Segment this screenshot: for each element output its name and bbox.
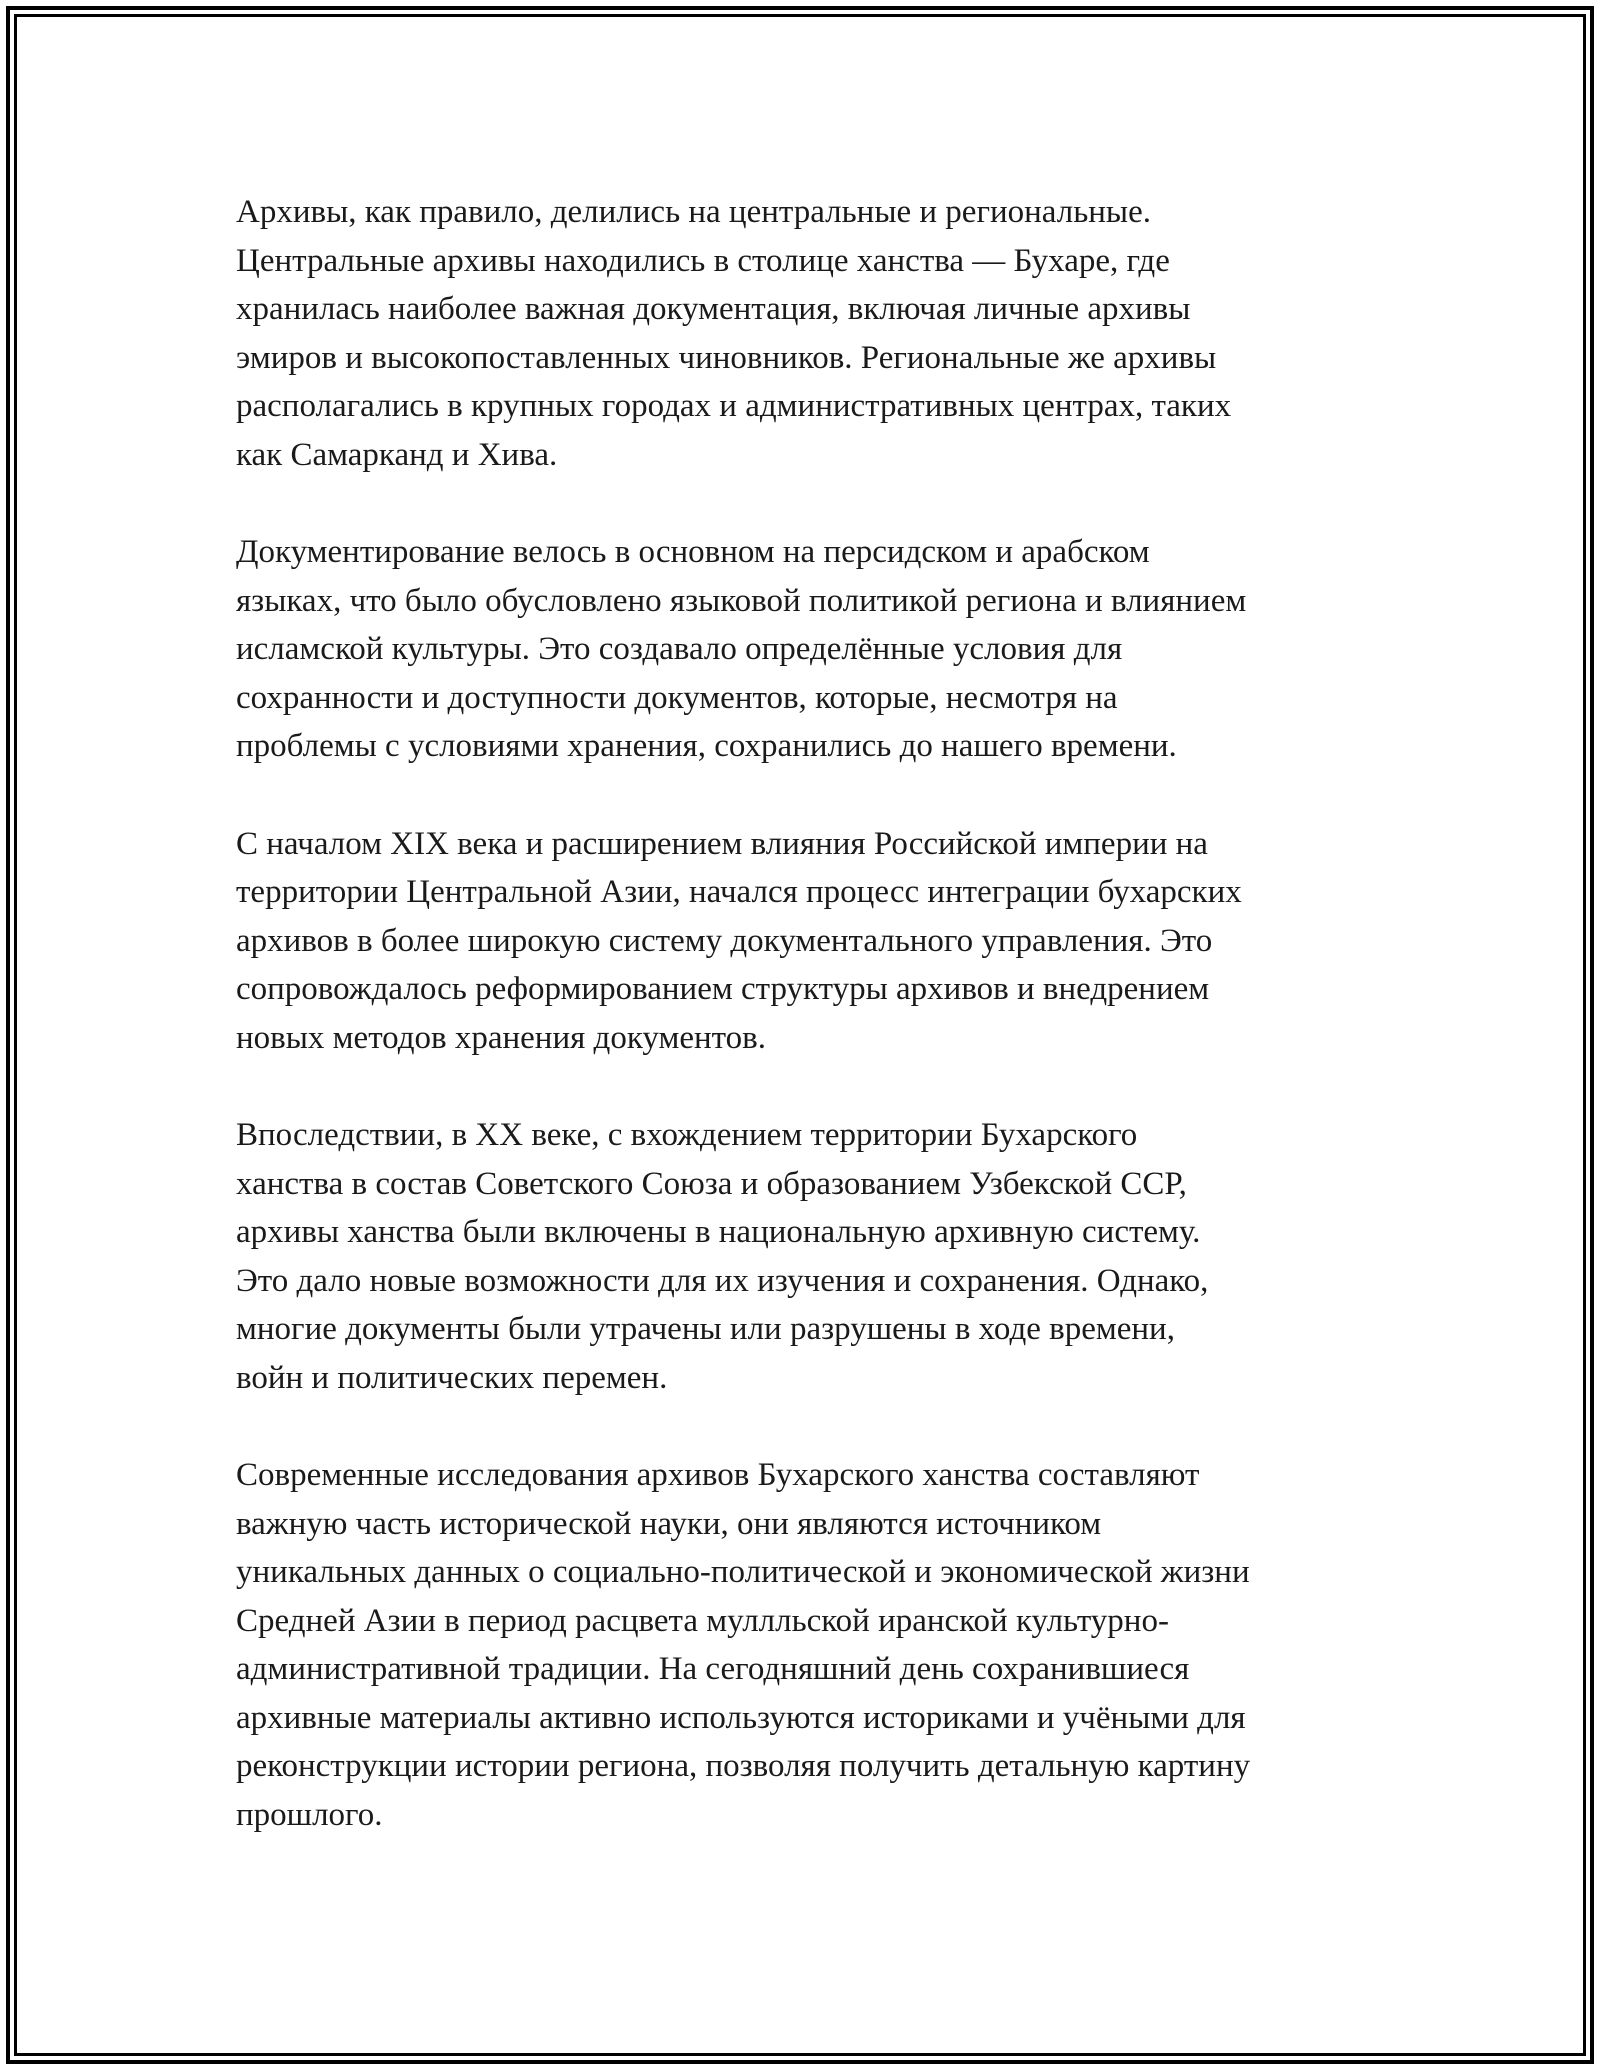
paragraph-1: Архивы, как правило, делились на центральные и региональные. Центральные архивы находились в столице ханства — Бухаре, где хранилась наиболее важная документация, включая личные архивы эмиров и высокопоставленных чиновников. Региональные же архивы располагались в крупных городах и административных центрах, таких как Самарканд и Хива. xyxy=(236,194,1232,473)
paragraph-2: Документирование велось в основном на персидском и арабском языках, что было обусловлено языковой политикой региона и влиянием исламской культуры. Это создавало определённые условия для сохранности и доступности документов, которые, несмотря на проблемы с условиями хранения, сохранились до нашего времени. xyxy=(236,534,1247,764)
paragraph-4: Впоследствии, в XX веке, с вхождением территории Бухарского ханства в состав Советского Союза и образованием Узбекской ССР, архивы ханства были включены в национальную архивную систему. Это дало новые возможности для их изучения и сохранения. Однако, многие документы были утрачены или разрушены в ходе времени, войн и политических перемен. xyxy=(236,1117,1209,1396)
document-body xyxy=(236,188,1386,1888)
paragraph-3: С началом XIX века и расширением влияния Российской империи на территории Центральной Азии, начался процесс интеграции бухарских архивов в более широкую систему документального управления. Это сопровождалось реформированием структуры архивов и внедрением новых методов хранения документов. xyxy=(236,825,1242,1056)
paragraph-5: Современные исследования архивов Бухарского ханства составляют важную часть исторической науки, они являются источником уникальных данных о социально-политической и экономической жизни Средней Азии в период расцвета муллльской иранской культурно- административной традиции. На сегодняшний день сохранившиеся архивные материалы активно используются историками и учёными для реконструкции истории региона, позволяя получить детальную картину прошлого. xyxy=(236,1457,1251,1833)
